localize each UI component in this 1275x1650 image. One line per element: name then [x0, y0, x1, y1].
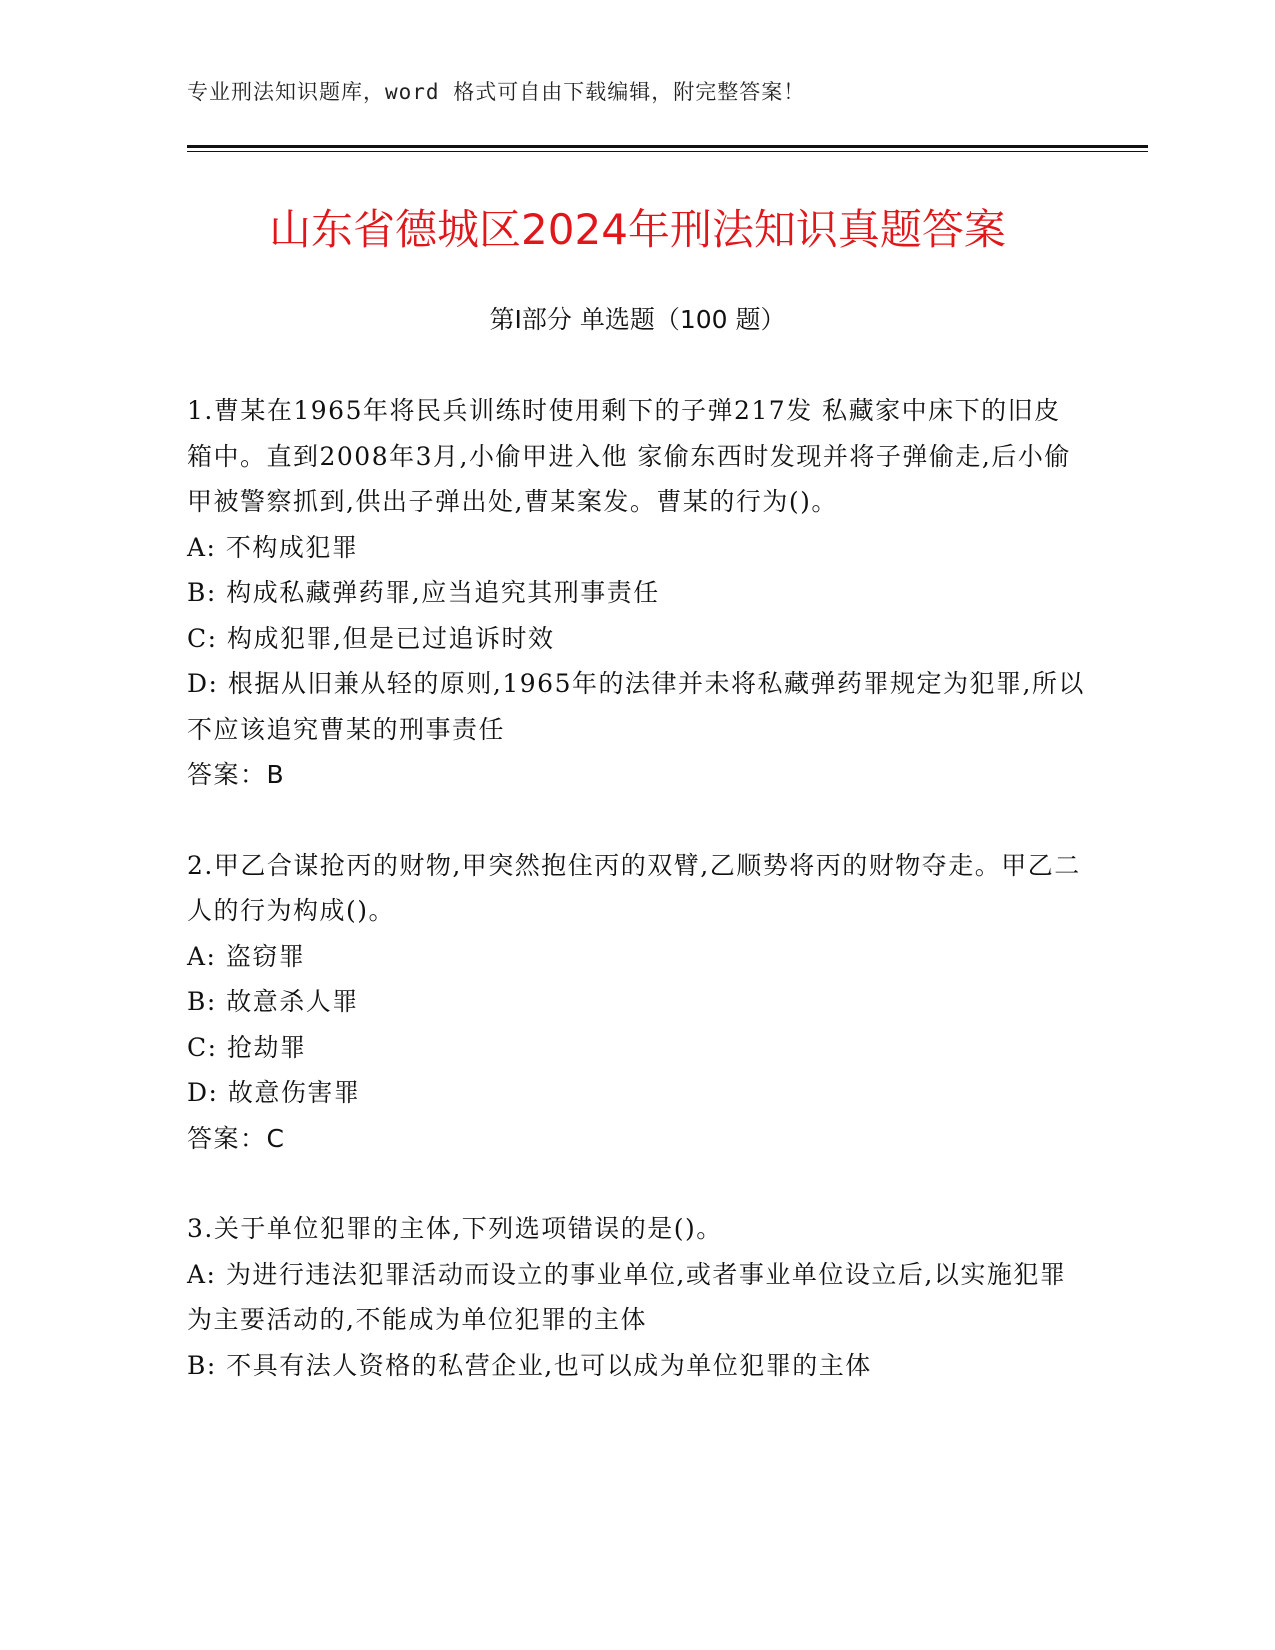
question-option-b: B: 构成私藏弹药罪,应当追究其刑事责任 [187, 578, 660, 607]
question-answer: 答案：C [187, 1123, 286, 1153]
question-block-3 [187, 1206, 1087, 1388]
question-option-d: D: 故意伤害罪 [187, 1078, 361, 1107]
question-option-d: D: 根据从旧兼从轻的原则,1965年的法律并未将私藏弹药罪规定为犯罪,所以不应该追究曹某的刑事责任 [187, 669, 1085, 744]
header-divider-thick [187, 145, 1148, 148]
question-option-a: A: 盗窃罪 [187, 941, 306, 971]
header-note: 专业刑法知识题库，word 格式可自由下载编辑，附完整答案！ [187, 80, 806, 104]
question-stem: 1.曹某在1965年将民兵训练时使用剩下的子弹217发 私藏家中床下的旧皮箱中。直到2008年3月,小偷甲进入他 家偷东西时发现并将子弹偷走,后小偷甲被警察抓到,供出子弹出处,曹某案发。曹某的行为()。 [187, 396, 1071, 516]
header-divider-thin [187, 151, 1148, 152]
question-option-a: A: 不构成犯罪 [187, 532, 359, 562]
question-stem: 2.甲乙合谋抢丙的财物,甲突然抱住丙的双臂,乙顺势将丙的财物夺走。甲乙二人的行为构成()。 [187, 850, 1081, 925]
question-option-b: B: 故意杀人罪 [187, 987, 359, 1016]
question-stem: 3.关于单位犯罪的主体,下列选项错误的是()。 [187, 1214, 723, 1243]
question-option-b: B: 不具有法人资格的私营企业,也可以成为单位犯罪的主体 [187, 1350, 872, 1380]
question-block-1 [187, 388, 1087, 798]
question-list [187, 388, 1087, 1388]
question-option-c: C: 抢劫罪 [187, 1032, 307, 1062]
question-spacer [187, 798, 1087, 843]
question-answer: 答案：B [187, 760, 286, 789]
question-option-a: A: 为进行违法犯罪活动而设立的事业单位,或者事业单位设立后,以实施犯罪为主要活动的,不能成为单位犯罪的主体 [187, 1259, 1067, 1334]
document-title: 山东省德城区2024年刑法知识真题答案 [269, 205, 1006, 254]
question-spacer [187, 1161, 1087, 1206]
question-option-c: C: 构成犯罪,但是已过追诉时效 [187, 623, 555, 653]
section-title: 第Ⅰ部分 单选题（100 题） [489, 305, 786, 334]
question-block-2 [187, 843, 1087, 1162]
